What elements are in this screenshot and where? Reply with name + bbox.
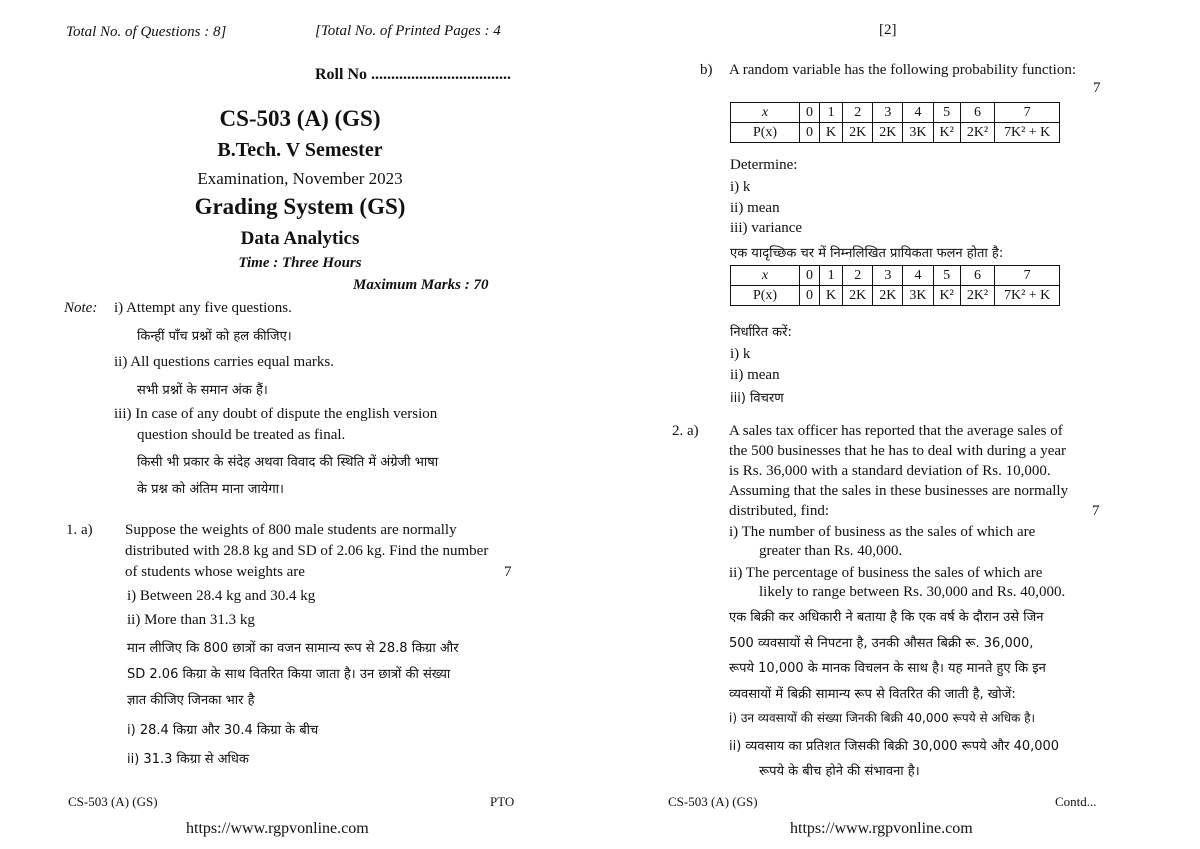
q2-line3: is Rs. 36,000 with a standard deviation of Rs. 10,000. — [729, 463, 1051, 479]
table-p-label: P(x) — [731, 286, 800, 306]
qb-text: A random variable has the following probability function: — [729, 62, 1077, 78]
table-cell: 2K — [873, 286, 903, 306]
q2-line5: distributed, find: — [729, 503, 829, 519]
q2-hindi-line3: रूपये 10,000 के मानक विचलन के साथ है। यह मानते हुए कि इन — [729, 661, 1046, 676]
table-cell: 3K — [903, 123, 933, 143]
table-cell: K — [820, 286, 843, 306]
table-cell: 0 — [800, 103, 820, 123]
q1-hindi-option-i: i) 28.4 किग्रा और 30.4 किग्रा के बीच — [127, 723, 319, 738]
determine-i: i) k — [730, 179, 751, 195]
table-cell: 1 — [820, 266, 843, 286]
qb-label: b) — [700, 62, 713, 78]
table-cell: 7K² + K — [995, 123, 1060, 143]
note-iii-line1: iii) In case of any doubt of dispute the english version — [114, 406, 438, 422]
note-ii-hindi: सभी प्रश्नों के समान अंक हैं। — [137, 383, 268, 398]
table-cell: 0 — [800, 266, 820, 286]
hindi-intro: एक यादृच्छिक चर में निम्नलिखित प्रायिकता फलन होता है: — [730, 246, 1004, 261]
determine-ii: ii) mean — [730, 200, 780, 216]
table-row-p — [731, 123, 1060, 143]
table-cell: 2 — [843, 103, 873, 123]
q1-hindi-line1: मान लीजिए कि 800 छात्रों का वजन सामान्य रूप से 28.8 किग्रा और — [127, 641, 459, 656]
table-row-p — [731, 286, 1060, 306]
table-cell: K — [820, 123, 843, 143]
table-cell: 4 — [903, 266, 933, 286]
table-cell: 0 — [800, 286, 820, 306]
table-cell: 3 — [873, 266, 903, 286]
total-pages: [Total No. of Printed Pages : 4 — [315, 23, 501, 39]
note-label: Note: — [64, 300, 98, 316]
table-row-x — [731, 103, 1060, 123]
table-cell: 6 — [960, 103, 994, 123]
total-questions: Total No. of Questions : 8] — [66, 24, 227, 40]
q2-option-ii-line2: likely to range between Rs. 30,000 and Rs. 40,000. — [759, 584, 1066, 600]
table-x-label: x — [731, 103, 800, 123]
roll-no: Roll No ................................... — [315, 66, 511, 83]
footer-url[interactable]: https://www.rgpvonline.com — [790, 820, 973, 837]
q2-hindi-line1: एक बिक्री कर अधिकारी ने बताया है कि एक वर्ष के दौरान उसे जिन — [729, 610, 1044, 625]
q1-marks: 7 — [504, 564, 512, 580]
table-cell: 0 — [800, 123, 820, 143]
note-iii-hindi-line2: के प्रश्न को अंतिम माना जायेगा। — [137, 482, 284, 497]
page-number: [2] — [879, 22, 897, 38]
table-cell: 3 — [873, 103, 903, 123]
right-page — [600, 0, 1200, 849]
q2-hindi-option-ii-line2: रूपये के बीच होने की संभावना है। — [759, 764, 920, 779]
q2-option-i-line2: greater than Rs. 40,000. — [759, 543, 903, 559]
q1-line3: of students whose weights are — [125, 564, 305, 580]
table-cell: 5 — [933, 103, 960, 123]
table-p-label: P(x) — [731, 123, 800, 143]
q1-line2: distributed with 28.8 kg and SD of 2.06 kg. Find the number — [125, 543, 489, 559]
hindi-determine-ii: ii) mean — [730, 367, 780, 383]
q1-hindi-option-ii: ii) 31.3 किग्रा से अधिक — [127, 752, 249, 767]
q2-option-i-line1: i) The number of business as the sales of which are — [729, 524, 1036, 540]
max-marks: Maximum Marks : 70 — [353, 277, 489, 293]
q2-hindi-line2: 500 व्यवसायों से निपटना है, उनकी औसत बिक्री रू. 36,000, — [729, 636, 1034, 651]
q1-hindi-line3: ज्ञात कीजिए जिनका भार है — [127, 693, 255, 708]
table-cell: 4 — [903, 103, 933, 123]
table-cell: 6 — [960, 266, 994, 286]
table-cell: 2K — [843, 286, 873, 306]
table-cell: K² — [933, 123, 960, 143]
table-cell: 7 — [995, 103, 1060, 123]
grading-system: Grading System (GS) — [194, 194, 406, 219]
probability-table-hindi — [730, 265, 1060, 306]
q2-line1: A sales tax officer has reported that the average sales of — [729, 423, 1063, 439]
note-iii-line2: question should be treated as final. — [137, 427, 346, 443]
footer-url[interactable]: https://www.rgpvonline.com — [186, 820, 369, 837]
note-iii-hindi-line1: किसी भी प्रकार के संदेह अथवा विवाद की स्थिति में अंग्रेजी भाषा — [137, 455, 439, 470]
q2-line4: Assuming that the sales in these businesses are normally — [729, 483, 1069, 499]
q1-option-i: i) Between 28.4 kg and 30.4 kg — [127, 588, 316, 604]
table-cell: 7 — [995, 266, 1060, 286]
q1-hindi-line2: SD 2.06 किग्रा के साथ वितरित किया जाता है। उन छात्रों की संख्या — [127, 667, 451, 682]
q1-number: 1. a) — [66, 522, 93, 538]
note-i: i) Attempt any five questions. — [114, 300, 292, 316]
table-cell: K² — [933, 286, 960, 306]
q2-option-ii-line1: ii) The percentage of business the sales of which are — [729, 565, 1043, 581]
q2-number: 2. a) — [672, 423, 699, 439]
footer-pto: PTO — [490, 794, 515, 809]
q2-line2: the 500 businesses that he has to deal with during a year — [729, 443, 1067, 459]
hindi-determine-iii: iii) विचरण — [730, 391, 784, 406]
course-title: B.Tech. V Semester — [217, 139, 383, 161]
table-cell: 2K — [843, 123, 873, 143]
determine-label: Determine: — [730, 157, 798, 173]
table-cell: 2K² — [960, 286, 994, 306]
footer-contd: Contd... — [1055, 794, 1097, 809]
table-cell: 2K — [873, 123, 903, 143]
table-row-x — [731, 266, 1060, 286]
q1-line1: Suppose the weights of 800 male students are normally — [125, 522, 457, 538]
hindi-determine-i: i) k — [730, 346, 751, 362]
note-i-hindi: किन्हीं पाँच प्रश्नों को हल कीजिए। — [137, 329, 292, 344]
table-x-label: x — [731, 266, 800, 286]
q1-option-ii: ii) More than 31.3 kg — [127, 612, 255, 628]
table-cell: 1 — [820, 103, 843, 123]
table-cell: 3K — [903, 286, 933, 306]
paper-code: CS-503 (A) (GS) — [219, 106, 381, 131]
footer-code: CS-503 (A) (GS) — [668, 794, 758, 809]
q2-hindi-line4: व्यवसायों में बिक्री सामान्य रूप से वितरित की जाती है, खोजें: — [729, 687, 1016, 702]
q2-marks: 7 — [1092, 503, 1100, 519]
hindi-determine: निर्धारित करें: — [730, 325, 792, 340]
qb-marks: 7 — [1093, 80, 1101, 96]
determine-iii: iii) variance — [730, 220, 803, 236]
footer-code: CS-503 (A) (GS) — [68, 794, 158, 809]
exam-title: Examination, November 2023 — [197, 169, 403, 188]
note-ii: ii) All questions carries equal marks. — [114, 354, 334, 370]
time-label: Time : Three Hours — [238, 255, 362, 271]
probability-table-english — [730, 102, 1060, 143]
table-cell: 2 — [843, 266, 873, 286]
q2-hindi-option-i: i) उन व्यवसायों की संख्या जिनकी बिक्री 40,000 रूपये से अधिक है। — [729, 711, 1036, 725]
table-cell: 5 — [933, 266, 960, 286]
subject-title: Data Analytics — [240, 228, 360, 249]
table-cell: 2K² — [960, 123, 994, 143]
table-cell: 7K² + K — [995, 286, 1060, 306]
q2-hindi-option-ii-line1: ii) व्यवसाय का प्रतिशत जिसकी बिक्री 30,000 रूपये और 40,000 — [729, 739, 1060, 754]
